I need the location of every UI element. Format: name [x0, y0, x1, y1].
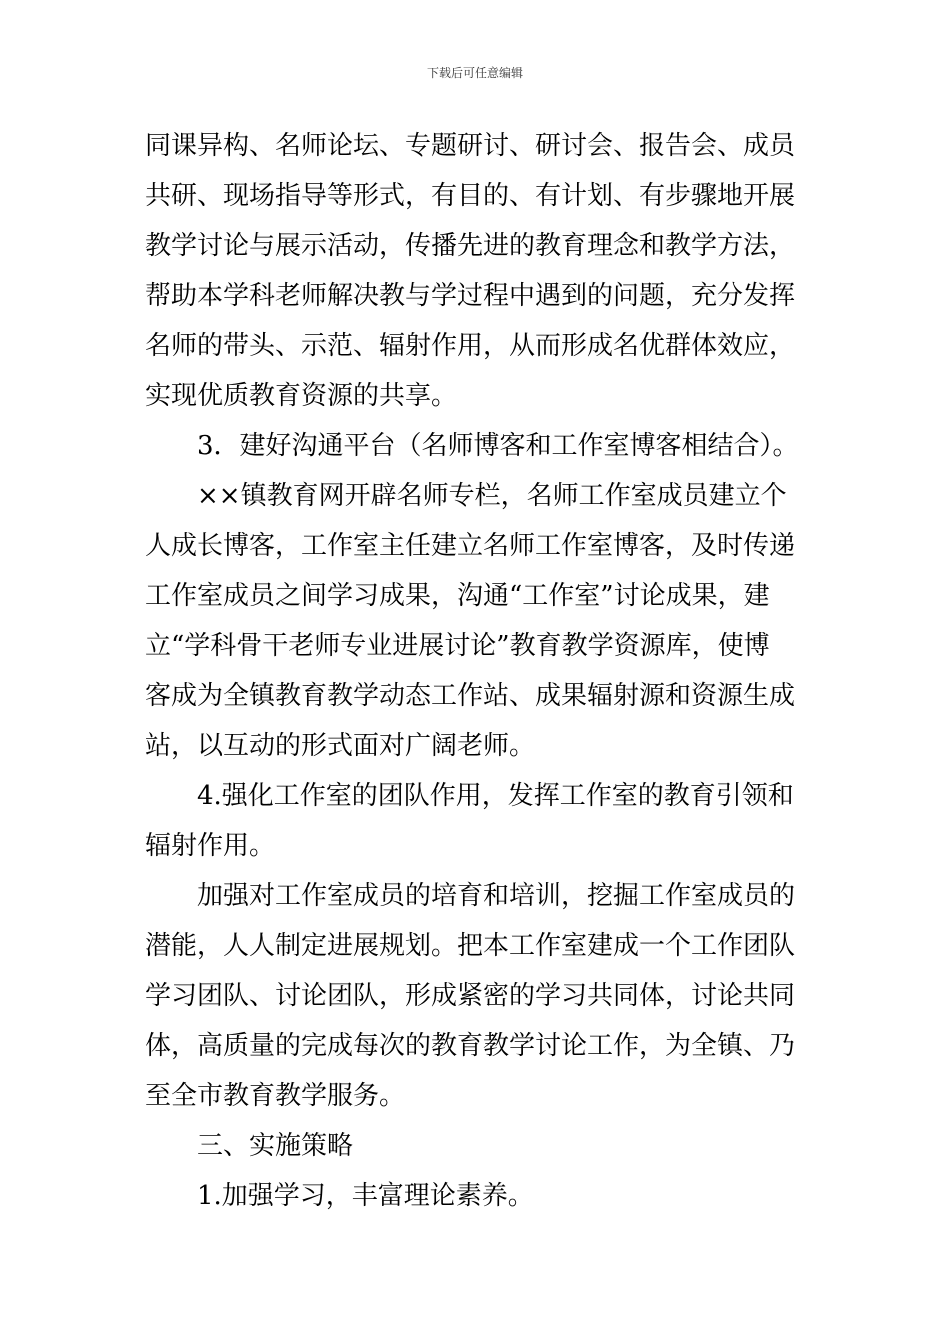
text-line: 教学讨论与展示活动，传播先进的教育理念和教学方法， — [145, 231, 796, 261]
text-line: ××镇教育网开辟名师专栏，名师工作室成员建立个 — [197, 481, 787, 511]
section-item-3: 3．建好沟通平台（名师博客和工作室博客相结合）。 — [197, 431, 799, 461]
text-line: 客成为全镇教育教学动态工作站、成果辐射源和资源生成 — [145, 681, 796, 711]
page-header: 下载后可任意编辑 — [426, 66, 523, 80]
subsection-item-1: 1.加强学习，丰富理论素养。 — [197, 1181, 534, 1211]
text-line: 体，高质量的完成每次的教育教学讨论工作，为全镇、乃 — [145, 1031, 796, 1061]
text-line: 站，以互动的形式面对广阔老师。 — [145, 731, 536, 761]
text-line: 加强对工作室成员的培育和培训，挖掘工作室成员的 — [197, 881, 796, 911]
text-line: 至全市教育教学服务。 — [145, 1081, 406, 1111]
text-line: 辐射作用。 — [145, 831, 276, 861]
text-line: 共研、现场指导等形式，有目的、有计划、有步骤地开展 — [145, 181, 796, 211]
text-line: 立“学科骨干老师专业进展讨论”教育教学资源库，使博 — [145, 631, 770, 661]
text-line: 学习团队、讨论团队，形成紧密的学习共同体，讨论共同 — [145, 981, 796, 1011]
text-line: 同课异构、名师论坛、专题研讨、研讨会、报告会、成员 — [145, 131, 796, 161]
text-line: 帮助本学科老师解决教与学过程中遇到的问题，充分发挥 — [145, 281, 796, 311]
text-line: 人成长博客，工作室主任建立名师工作室博客，及时传递 — [145, 531, 796, 561]
section-heading: 三、实施策略 — [197, 1131, 354, 1161]
section-item-4: 4.强化工作室的团队作用，发挥工作室的教育引领和 — [197, 781, 794, 811]
text-line: 名师的带头、示范、辐射作用，从而形成名优群体效应， — [145, 331, 796, 361]
text-line: 实现优质教育资源的共享。 — [145, 381, 458, 411]
text-line: 潜能，人人制定进展规划。把本工作室建成一个工作团队 — [145, 931, 796, 961]
text-line: 工作室成员之间学习成果，沟通“工作室”讨论成果，建 — [145, 581, 770, 611]
